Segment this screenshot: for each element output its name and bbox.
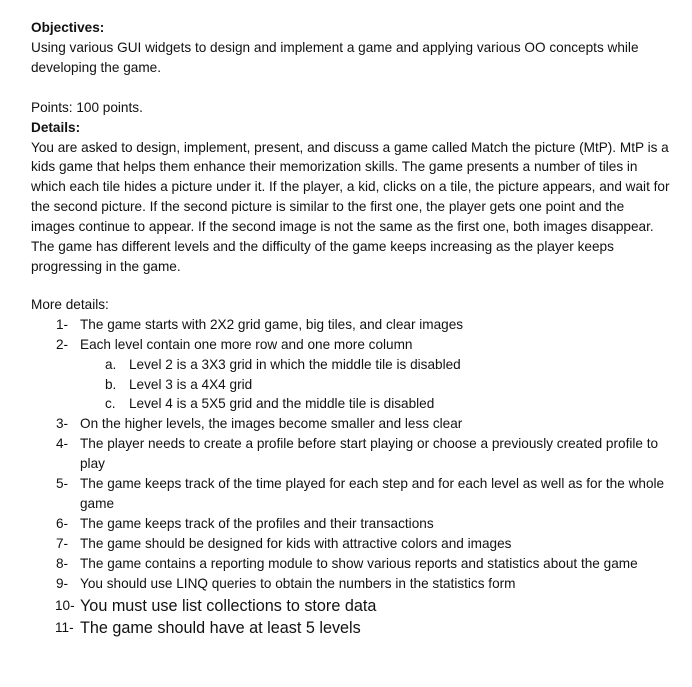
list-item-text: You should use LINQ queries to obtain the numbers in the statistics form: [80, 575, 516, 591]
spacer: [31, 277, 671, 295]
list-item: [31, 574, 671, 594]
sublist-letter: b.: [105, 376, 117, 392]
sublist-item-text: Level 2 is a 3X3 grid in which the middle tile is disabled: [129, 356, 461, 372]
list-number: 4-: [56, 436, 69, 452]
sublist-item: [80, 355, 671, 375]
list-number: 7-: [56, 535, 69, 551]
sublist-item-text: Level 4 is a 5X5 grid and the middle tile is disabled: [129, 396, 435, 412]
list-item-text: On the higher levels, the images become smaller and less clear: [80, 416, 463, 432]
list-number: 10-: [55, 598, 75, 614]
points-line: Points: 100 points.: [31, 99, 143, 115]
list-item: [31, 315, 671, 335]
sublist-item-text: Level 3 is a 4X4 grid: [129, 376, 253, 392]
list-item-text: The game should have at least 5 levels: [80, 619, 361, 638]
sublist-letter: c.: [105, 396, 116, 412]
list-item: [31, 534, 671, 554]
details-heading: Details:: [31, 119, 81, 135]
list-item: [31, 335, 671, 415]
list-number: 2-: [56, 336, 69, 352]
list-item: [31, 434, 671, 474]
more-details-heading: More details:: [31, 296, 109, 312]
level-sublist: [80, 355, 671, 415]
document-page: [31, 18, 671, 639]
list-number: 11-: [55, 620, 74, 636]
objectives-text: Using various GUI widgets to design and implement a game and applying various OO concepts while developing the game.: [31, 39, 639, 75]
list-item-text: The game keeps track of the profiles and their transactions: [80, 515, 434, 531]
list-item-text: The game starts with 2X2 grid game, big tiles, and clear images: [80, 316, 464, 332]
list-item: [31, 595, 671, 617]
sublist-item: [80, 375, 671, 395]
list-item: [31, 617, 671, 639]
list-number: 6-: [56, 515, 69, 531]
list-number: 5-: [56, 476, 69, 492]
list-number: 1-: [56, 316, 69, 332]
sublist-item: [80, 394, 671, 414]
list-item-text: The game should be designed for kids with attractive colors and images: [80, 535, 512, 551]
list-item: [31, 474, 671, 514]
list-item-text: Each level contain one more row and one more column: [80, 336, 413, 352]
sublist-letter: a.: [105, 356, 117, 372]
list-number: 3-: [56, 416, 69, 432]
list-item-text: The game contains a reporting module to show various reports and statistics about the game: [80, 555, 638, 571]
list-number: 8-: [56, 555, 69, 571]
list-item: [31, 414, 671, 434]
list-number: 9-: [56, 575, 69, 591]
spacer: [31, 78, 671, 98]
details-text: You are asked to design, implement, present, and discuss a game called Match the picture (MtP). MtP is a kids game that helps them enhance their memorization skills. The game presents a number of tiles in which each tile hides a picture under it. If the player, a kid, clicks on a tile, the picture appears, and wait for the second picture. If the second picture is similar to the first one, the player gets one point and the images continue to appear. If the second image is not the same as the first one, both images disappear. The game has different levels and the difficulty of the game keeps increasing as the player keeps progressing in the game.: [31, 139, 670, 274]
list-item-text: The game keeps track of the time played for each step and for each level as well as for the whole game: [80, 476, 665, 511]
objectives-heading: Objectives:: [31, 20, 105, 35]
list-item-text: The player needs to create a profile before start playing or choose a previously created profile to play: [80, 436, 659, 472]
list-item: [31, 554, 671, 574]
list-item-text: You must use list collections to store data: [80, 597, 377, 616]
requirements-list: [31, 315, 671, 640]
list-item: [31, 514, 671, 534]
